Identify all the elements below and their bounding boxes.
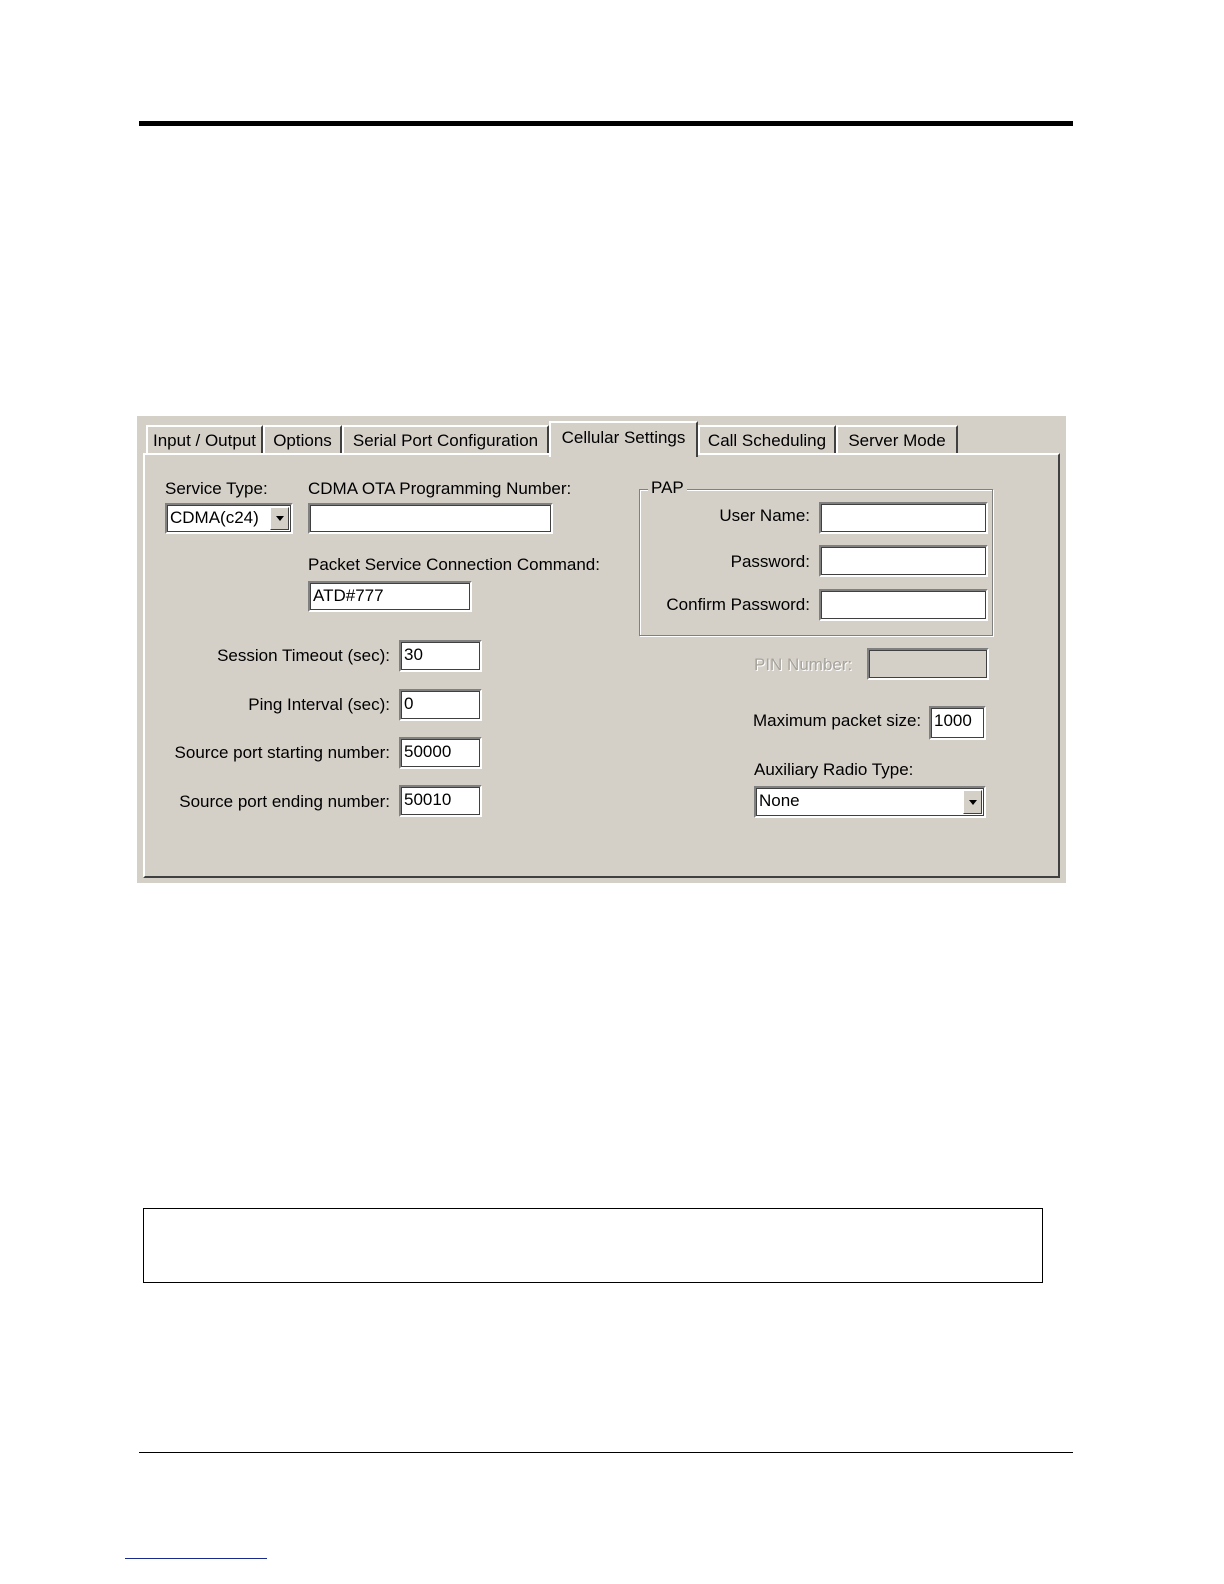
tab-options[interactable]: [263, 425, 342, 455]
session-timeout-field[interactable]: 30: [399, 640, 482, 672]
pap-legend: PAP: [648, 478, 687, 498]
tab-label: Server Mode: [848, 431, 946, 450]
page-top-rule: [139, 121, 1073, 126]
service-type-select[interactable]: [165, 503, 293, 534]
dropdown-button[interactable]: [963, 790, 982, 814]
tab-call-scheduling[interactable]: [698, 425, 836, 455]
aux-radio-select[interactable]: [754, 786, 986, 818]
tab-label: Cellular Settings: [561, 428, 686, 447]
aux-radio-value: None: [759, 791, 800, 810]
packet-service-field[interactable]: ATD#777: [308, 581, 472, 612]
tab-label: Call Scheduling: [707, 431, 827, 450]
user-name-label: User Name:: [719, 506, 810, 525]
source-port-start-label: Source port starting number:: [174, 743, 390, 762]
footnote-rule: [125, 1558, 267, 1559]
max-packet-size-field[interactable]: 1000: [929, 706, 986, 740]
chevron-down-icon: [969, 800, 977, 805]
user-name-field[interactable]: [819, 502, 988, 534]
aux-radio-label: Auxiliary Radio Type:: [754, 760, 914, 779]
password-field[interactable]: [819, 545, 988, 577]
tab-input-output[interactable]: [146, 425, 263, 455]
tab-serial-port-configuration[interactable]: [342, 425, 549, 455]
tab-label: Options: [273, 431, 332, 450]
page-bottom-rule: [139, 1452, 1073, 1453]
cdma-ota-field[interactable]: [308, 503, 553, 534]
pin-number-field: [867, 648, 989, 680]
pin-number-label: PIN Number:: [754, 655, 853, 674]
confirm-password-label: Confirm Password:: [666, 595, 810, 614]
max-packet-size-label: Maximum packet size:: [753, 711, 922, 730]
source-port-end-field[interactable]: 50010: [399, 785, 482, 817]
source-port-end-label: Source port ending number:: [179, 792, 390, 811]
service-type-label: Service Type:: [165, 479, 268, 498]
session-timeout-label: Session Timeout (sec):: [217, 646, 390, 665]
tab-cellular-settings[interactable]: [549, 421, 698, 457]
source-port-start-field[interactable]: 50000: [399, 737, 482, 769]
confirm-password-field[interactable]: [819, 589, 988, 621]
chevron-down-icon: [276, 516, 284, 521]
packet-service-label: Packet Service Connection Command:: [308, 555, 600, 574]
ping-interval-label: Ping Interval (sec):: [248, 695, 390, 714]
tab-label: Input / Output: [152, 431, 256, 450]
service-type-value: CDMA(c24): [170, 508, 259, 527]
note-box: [143, 1208, 1043, 1283]
tab-server-mode[interactable]: [836, 425, 958, 455]
tab-label: Serial Port Configuration: [352, 431, 539, 450]
password-label: Password:: [730, 552, 810, 571]
cdma-ota-label: CDMA OTA Programming Number:: [308, 479, 572, 498]
ping-interval-field[interactable]: 0: [399, 689, 482, 721]
dropdown-button[interactable]: [270, 507, 289, 530]
